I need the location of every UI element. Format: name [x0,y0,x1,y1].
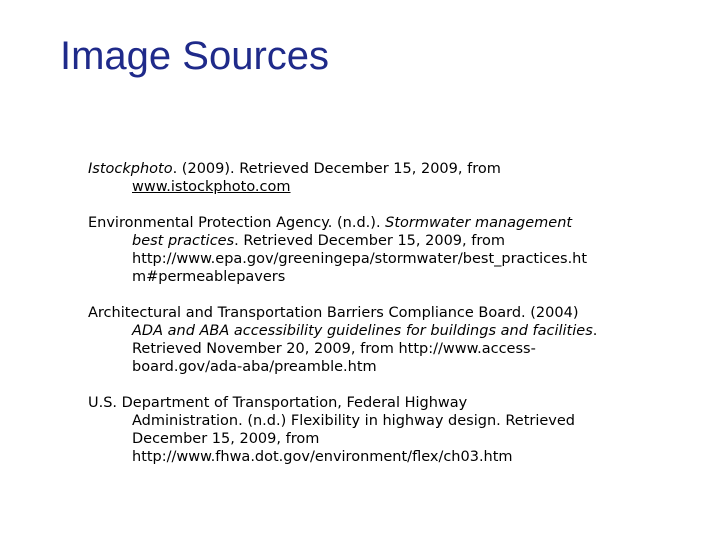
reference-url: http://www.fhwa.dot.gov/environment/flex/ch03.htm [132,449,513,465]
reference-line: Retrieved November 20, 2009, from http://www.access- [132,341,536,357]
reference-text: . (2009). Retrieved December 15, 2009, from [172,161,501,177]
reference-source-name: Istockphoto [88,161,173,177]
reference-title: Stormwater management [385,215,573,231]
reference-line [88,178,668,196]
reference-item-fhwa [88,394,668,466]
reference-text: . [592,323,598,339]
reference-line [88,232,668,250]
reference-url: http://www.epa.gov/greeningepa/stormwater/best_practices.ht [132,251,588,267]
reference-line [88,322,668,340]
reference-item-istockphoto [88,160,668,196]
reference-line: Administration. (n.d.) Flexibility in highway design. Retrieved [132,413,576,429]
slide-title: Image Sources [60,34,330,78]
istockphoto-link[interactable]: www.istockphoto.com [132,179,291,195]
reference-line: Architectural and Transportation Barriers Compliance Board. (2004) [88,305,579,321]
reference-list [88,160,668,484]
reference-text: Environmental Protection Agency. (n.d.). [88,215,386,231]
reference-title: ADA and ABA accessibility guidelines for buildings and facilities [132,323,593,339]
reference-line [88,214,668,232]
reference-title: best practices [132,233,235,249]
reference-text: . Retrieved December 15, 2009, from [234,233,505,249]
reference-line: December 15, 2009, from [132,431,320,447]
reference-url: m#permeablepavers [132,269,286,285]
reference-line: U.S. Department of Transportation, Federal Highway [88,395,468,411]
reference-line [88,160,668,178]
reference-item-epa [88,214,668,286]
reference-item-access-board [88,304,668,376]
reference-url: board.gov/ada-aba/preamble.htm [132,359,377,375]
